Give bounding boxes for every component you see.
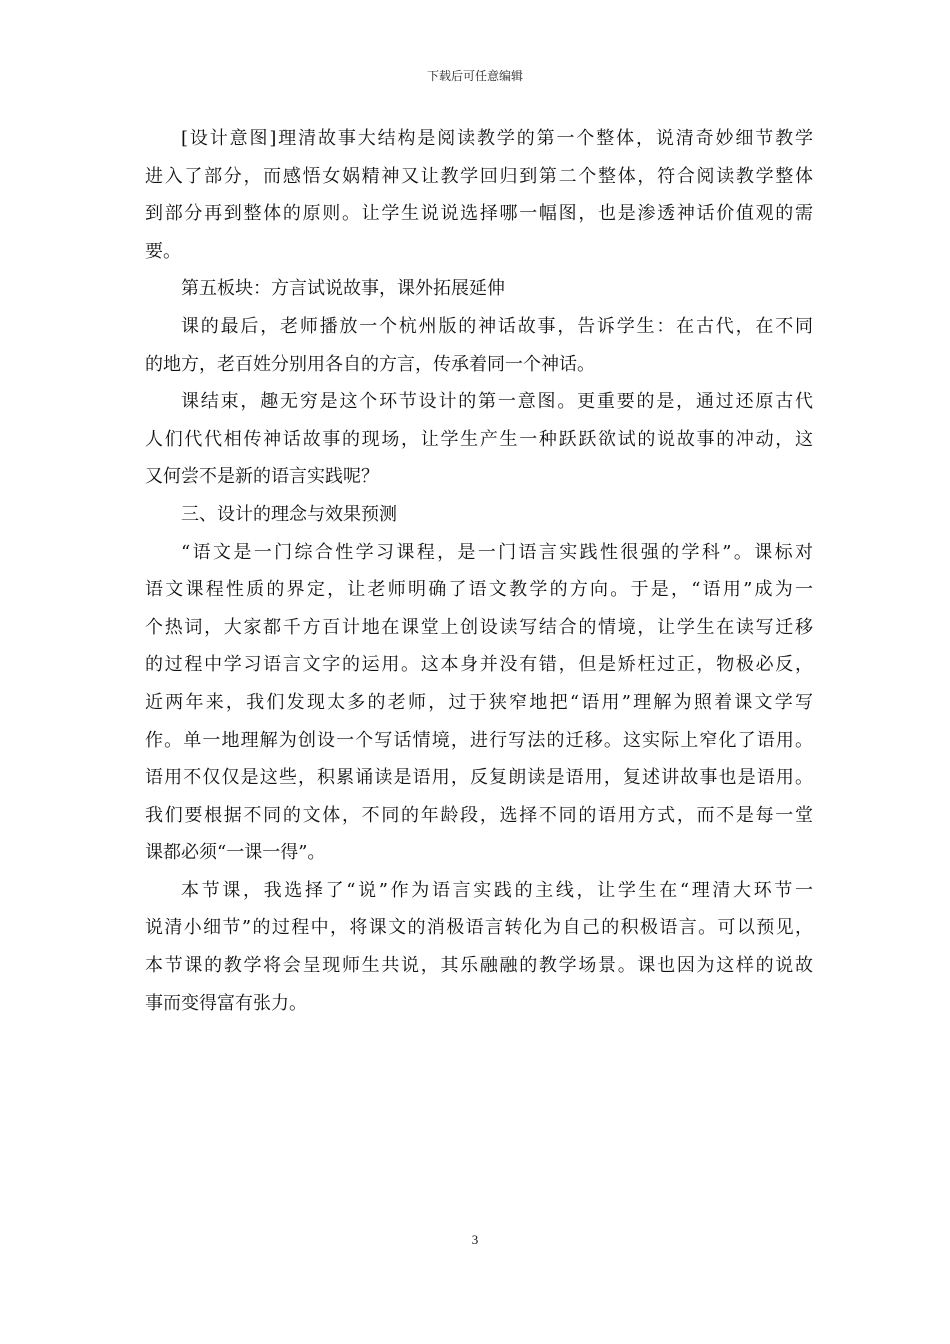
paragraph-section-three-p1 [145, 534, 813, 872]
paragraph-design-intent [145, 120, 813, 270]
text-line: 人们代代相传神话故事的现场，让学生产生一种跃跃欲试的说故事的冲动，这 [145, 428, 813, 450]
text-line: 说清小细节”的过程中，将课文的消极语言转化为自己的积极语言。可以预见， [145, 917, 813, 939]
text-line: 作。单一地理解为创设一个写话情境，进行写法的迁移。这实际上窄化了语用。 [145, 729, 813, 751]
page-number: 3 [471, 1232, 479, 1247]
text-line: [设计意图]理清故事大结构是阅读教学的第一个整体，说清奇妙细节教学 [181, 128, 813, 149]
paragraph-section-three-heading [145, 496, 813, 534]
paragraph-section-five-heading [145, 270, 813, 308]
text-line: 又何尝不是新的语言实践呢？ [145, 466, 379, 488]
text-line: 课都必须“一课一得”。 [145, 842, 326, 864]
text-line: 本节课的教学将会呈现师生共说，其乐融融的教学场景。课也因为这样的说故 [145, 955, 813, 977]
text-line: 语文课程性质的界定，让老师明确了语文教学的方向。于是，“语用”成为一 [145, 579, 813, 601]
text-line: 课结束，趣无穷是这个环节设计的第一意图。更重要的是，通过还原古代 [181, 391, 813, 413]
text-line: 进入了部分，而感悟女娲精神又让教学回归到第二个整体，符合阅读教学整体 [145, 165, 813, 187]
text-line: 个热词，大家都千方百计地在课堂上创设读写结合的情境，让学生在读写迁移 [145, 616, 813, 638]
text-line: 本节课，我选择了“说”作为语言实践的主线，让学生在“理清大环节一 [181, 879, 813, 901]
text-line: 的过程中学习语言文字的运用。这本身并没有错，但是矫枉过正，物极必反， [145, 654, 813, 676]
text-line: 第五板块：方言试说故事，课外拓展延伸 [181, 278, 505, 300]
text-line: 课的最后，老师播放一个杭州版的神话故事，告诉学生：在古代，在不同 [181, 315, 813, 337]
text-line: 事而变得富有张力。 [145, 992, 307, 1014]
text-line: 近两年来，我们发现太多的老师，过于狭窄地把“语用”理解为照着课文学写 [145, 691, 813, 713]
text-line: 三、设计的理念与效果预测 [181, 503, 397, 525]
text-line: 到部分再到整体的原则。让学生说说选择哪一幅图，也是渗透神话价值观的需 [145, 203, 813, 225]
paragraph-section-five-p2 [145, 383, 813, 496]
text-line: 要。 [145, 240, 181, 262]
paragraph-section-three-p2 [145, 872, 813, 1022]
text-line: 语用不仅仅是这些，积累诵读是语用，反复朗读是语用，复述讲故事也是语用。 [145, 767, 813, 789]
text-line: 的地方，老百姓分别用各自的方言，传承着同一个神话。 [145, 353, 595, 375]
text-line: “语文是一门综合性学习课程，是一门语言实践性很强的学科”。课标对 [181, 541, 813, 563]
paragraph-section-five-p1 [145, 308, 813, 383]
text-line: 我们要根据不同的文体，不同的年龄段，选择不同的语用方式，而不是每一堂 [145, 804, 813, 826]
page-header: 下载后可任意编辑 [426, 69, 523, 83]
document-body [145, 120, 813, 1022]
